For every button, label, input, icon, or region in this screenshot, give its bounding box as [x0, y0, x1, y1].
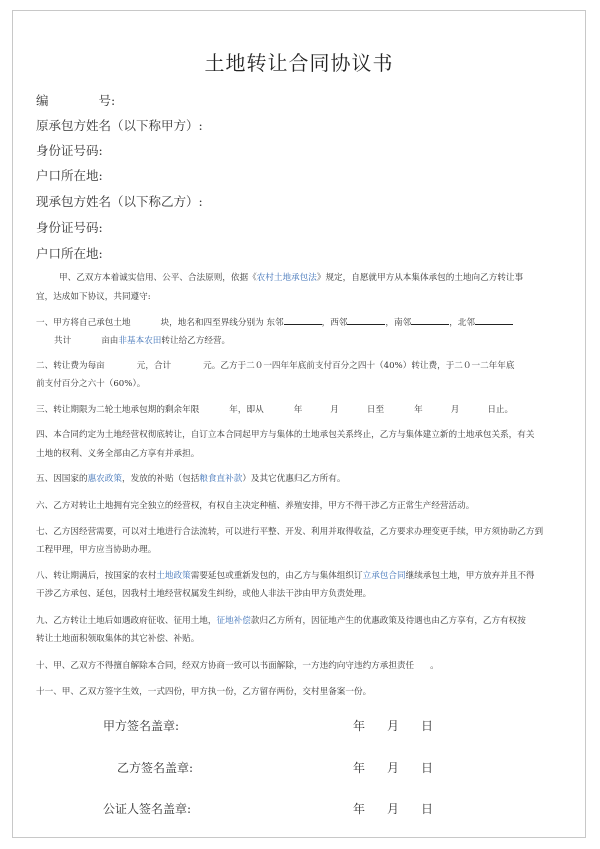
clause-2-line-1: 二、转让费为每亩 元，合计 元。乙方于二０一四年年底前支付百分之四十（40%）转让费，于二０一二年年底 [36, 361, 515, 371]
south-blank[interactable] [411, 315, 449, 325]
clause-1-line-2: 共计 亩由非基本农田转让给乙方经营。 [54, 336, 231, 346]
number-label-a: 编 [36, 93, 49, 108]
intro-line-2: 宜，达成如下协议，共同遵守: [36, 292, 151, 302]
party-a-name-label: 原承包方姓名（以下称甲方）: [36, 118, 203, 133]
number-label-b: 号: [98, 93, 116, 108]
clause-8-line-1: 八、转让期满后，按国家的农村土地政策需要延包或重新发包的，由乙方与集体组织订立承包合同继续承包土地，甲方放弃并且不得 [36, 571, 535, 581]
party-a-date: 年 月 日 [353, 719, 434, 733]
party-b-signature-label: 乙方签名盖章: [117, 761, 194, 775]
compensation-link[interactable]: 征地补偿 [216, 616, 251, 626]
clause-4-line-2: 土地的权利、义务全部由乙方享有并承担。 [36, 449, 200, 459]
clause-10-line: 十、甲、乙双方不得擅自解除本合同，经双方协商一致可以书面解除，一方违约向守违约方承担责任 。 [36, 661, 439, 671]
east-blank[interactable] [284, 315, 322, 325]
clause-8-line-2: 干涉乙方承包、延包，因我村土地经营权属发生纠纷，或他人非法干涉由甲方负责处理。 [36, 589, 372, 599]
clause-7-line-2: 工程甲理，甲方应当协助办理。 [36, 545, 157, 555]
policy-link[interactable]: 惠农政策 [87, 474, 122, 484]
clause-11-line: 十一、甲、乙双方签字生效，一式四份，甲方执一份，乙方留存两份，交村里备案一份。 [36, 687, 372, 697]
party-b-household-label: 户口所在地: [36, 246, 103, 261]
notary-signature-label: 公证人签名盖章: [103, 802, 192, 816]
clause-6-line: 六、乙方对转让土地拥有完全独立的经营权，有权自主决定种植、养殖安排，甲方不得干涉乙方正常生产经营活动。 [36, 501, 475, 511]
grain-subsidy-link[interactable]: 粮食直补款 [199, 474, 243, 484]
clause-3-line: 三、转让期限为二轮土地承包期的剩余年限 年，即从 年 月 日至 年 月 日止。 [36, 405, 514, 415]
party-b-date: 年 月 日 [353, 761, 434, 775]
clause-4-line-1: 四、本合同约定为土地经营权彻底转让，自订立本合同起甲方与集体的土地承包关系终止，乙方与集体建立新的土地承包关系，有关 [36, 430, 535, 440]
north-blank[interactable] [475, 315, 513, 325]
contract-link[interactable]: 立承包合同 [362, 571, 406, 581]
party-b-name-label: 现承包方姓名（以下称乙方）: [36, 194, 203, 209]
notary-date: 年 月 日 [353, 802, 434, 816]
land-policy-link[interactable]: 土地政策 [156, 571, 191, 581]
clause-1-line-1: 一、甲方将自己承包土地 块，地名和四至界线分别为 东邻 ，西邻 ，南邻 ，北邻 [36, 313, 513, 334]
clause-2-line-2: 前支付百分之六十（60%）。 [36, 379, 146, 389]
law-link[interactable]: 农村土地承包法 [256, 273, 317, 283]
party-a-signature-label: 甲方签名盖章: [103, 719, 180, 733]
clause-7-line-1: 七、乙方因经营需要，可以对土地进行合法流转，可以进行平整、开发、利用并取得收益，乙方要求办理变更手续，甲方须协助乙方到 [36, 527, 544, 537]
party-b-id-label: 身份证号码: [36, 220, 103, 235]
non-basic-farmland-link[interactable]: 非基本农田 [118, 336, 162, 346]
intro-line-1: 甲、乙双方本着诚实信用、公平、合法原则，依据《农村土地承包法》规定，自愿就甲方从本集体承包的土地向乙方转让事 [59, 273, 524, 283]
page-title: 土地转让合同协议书 [204, 51, 394, 75]
party-a-household-label: 户口所在地: [36, 168, 103, 183]
clause-5-line: 五、因国家的惠农政策，发放的补贴（包括粮食直补款）及其它优惠归乙方所有。 [36, 474, 346, 484]
clause-9-line-1: 九、乙方转让土地后如遇政府征收、征用土地，征地补偿款归乙方所有，因征地产生的优惠政策及待遇也由乙方享有，乙方有权按 [36, 616, 526, 626]
contract-page [12, 10, 586, 838]
number-field [36, 91, 115, 109]
party-a-id-label: 身份证号码: [36, 143, 103, 158]
west-blank[interactable] [347, 315, 385, 325]
clause-9-line-2: 转让土地面积领取集体的其它补偿、补贴。 [36, 634, 200, 644]
